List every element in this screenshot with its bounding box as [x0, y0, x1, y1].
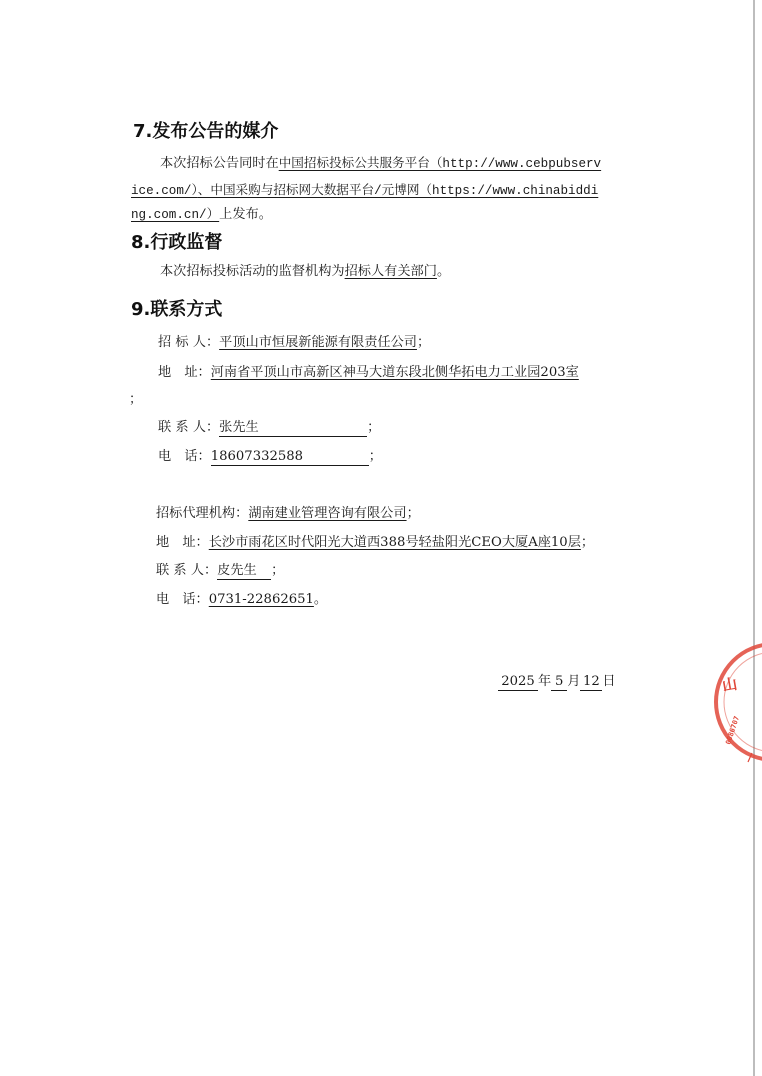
issue-date	[498, 670, 616, 691]
tenderer-phone-value: 18607332588	[210, 449, 304, 464]
tenderer-phone-end: ；	[368, 449, 382, 464]
agency-name-value: 湖南建业管理咨询有限公司	[248, 506, 407, 521]
section-7-line-2-a: ice.com/）	[131, 184, 198, 198]
agency-phone-row	[156, 588, 327, 607]
section-7-line-3-a: ng.com.cn/）	[131, 208, 220, 222]
section-7-platform-1: 中国招标投标公共服务平台（http://www.cebpubserv	[278, 157, 602, 171]
date-day-unit: 日	[602, 674, 616, 689]
agency-address-row	[156, 531, 594, 550]
section-8-text	[160, 260, 450, 279]
seal-outer-ring	[716, 644, 762, 760]
seal-number: 0086707	[724, 715, 742, 746]
agency-address-value: 长沙市雨花区时代阳光大道西388号轻盐阳光CEO大厦A座10层	[208, 535, 581, 550]
tenderer-name-label: 招 标 人：	[158, 335, 220, 350]
section-9-heading: 9.联系方式	[131, 299, 223, 320]
agency-contact-label: 联 系 人：	[156, 563, 218, 578]
tenderer-address-value: 河南省平顶山市高新区神马大道东段北侧华拓电力工业园203室	[210, 365, 579, 380]
agency-address-label: 地 址：	[156, 535, 209, 550]
supervisor-value: 招标人有关部门	[344, 264, 437, 279]
agency-name-row	[156, 502, 420, 521]
section-7-line-1-a: 本次招标公告同时在	[160, 156, 279, 171]
section-7-line-3	[131, 203, 272, 222]
tenderer-phone-row	[158, 445, 382, 466]
section-7-line-1	[160, 152, 601, 171]
tenderer-contact-row	[158, 416, 380, 437]
date-month-unit: 月	[567, 674, 581, 689]
date-month-field	[551, 674, 567, 691]
section-8-text-a: 本次招标投标活动的监督机构为	[160, 264, 345, 279]
tenderer-name-value: 平顶山市恒展新能源有限责任公司	[219, 335, 417, 350]
section-7-line-3-b: 上发布。	[219, 207, 272, 222]
tenderer-contact-field	[219, 416, 367, 437]
tenderer-phone-label: 电 话：	[158, 449, 211, 464]
tenderer-contact-value: 张先生	[219, 420, 259, 435]
date-day-field	[580, 674, 602, 691]
section-7-platform-2: 、中国采购与招标网大数据平台/元博网（https://www.chinabiddi	[197, 184, 599, 198]
tenderer-contact-label: 联 系 人：	[158, 420, 220, 435]
tenderer-phone-field	[211, 449, 369, 466]
seal-char: 山	[720, 674, 739, 695]
agency-name-label: 招标代理机构：	[156, 506, 249, 521]
date-month: 5	[554, 674, 564, 689]
agency-phone-value: 0731-22862651	[208, 592, 314, 607]
tenderer-address-label: 地 址：	[158, 365, 211, 380]
tenderer-name-end: ；	[416, 335, 431, 350]
seal-graphic	[712, 640, 762, 765]
tenderer-address-end: ；	[129, 392, 143, 407]
agency-contact-end: ；	[271, 563, 285, 578]
agency-phone-label: 电 话：	[156, 592, 209, 607]
page-edge	[753, 0, 755, 1076]
agency-contact-field	[217, 559, 271, 580]
tenderer-address-row	[158, 361, 579, 380]
section-8-text-c: 。	[436, 264, 451, 279]
agency-address-end: ；	[580, 535, 595, 550]
date-year: 2025	[501, 674, 535, 689]
agency-phone-end: 。	[313, 592, 328, 607]
agency-contact-row	[156, 559, 284, 580]
company-seal	[712, 640, 762, 765]
date-day: 12	[582, 674, 600, 689]
section-7-heading: 7.发布公告的媒介	[133, 121, 279, 142]
section-8-heading: 8.行政监督	[131, 232, 223, 253]
date-year-field	[498, 674, 538, 691]
agency-contact-value: 皮先生	[217, 563, 257, 578]
section-7-line-2	[131, 179, 598, 198]
tenderer-name-row	[158, 331, 430, 350]
date-year-unit: 年	[538, 674, 552, 689]
tenderer-contact-end: ；	[367, 420, 381, 435]
agency-name-end: ；	[406, 506, 420, 521]
